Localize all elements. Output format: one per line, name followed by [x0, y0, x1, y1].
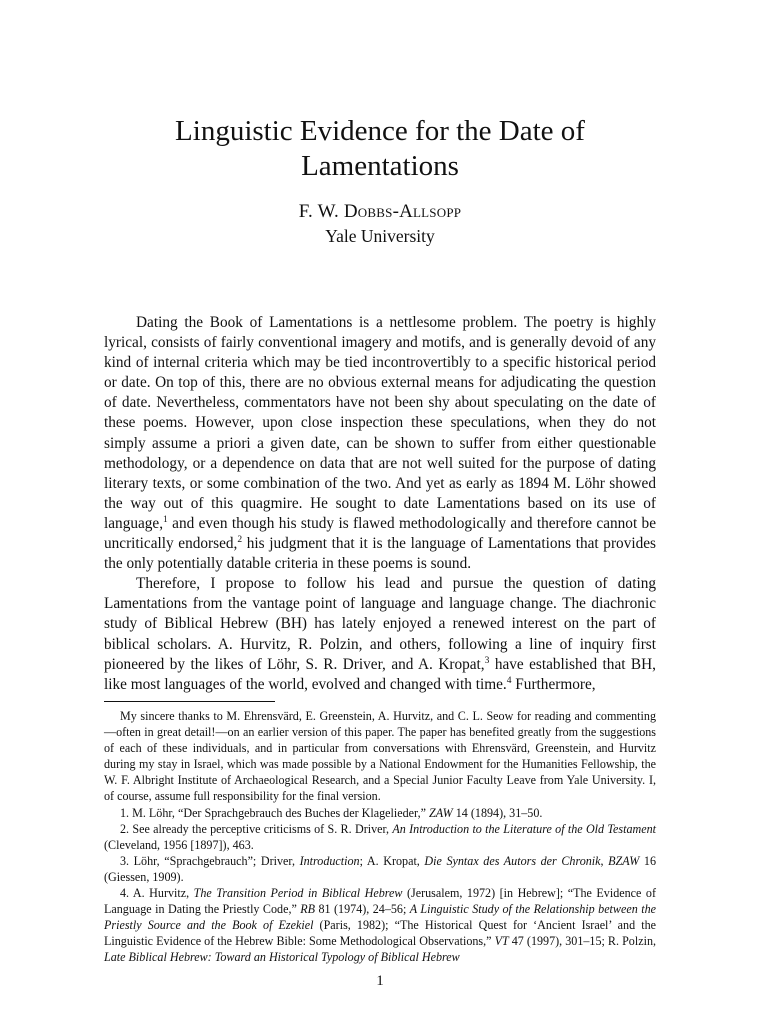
footnote-italic: A Linguistic Study of the Relationship between the Priestly Source and the Book of Ezekiel [104, 902, 656, 933]
footnote-separator [104, 701, 275, 702]
body-text-run: Therefore, I propose to follow his lead and pursue the question of dating Lamentations from the vantage point of language and language change. The diachronic study of Biblical Hebrew (BH) has lately enjoyed a renewed interest on the part of biblical scholars. A. Hurvitz, R. Polzin, and others, following a line of inquiry first pioneered by the likes of Löhr, S. R. Driver, and A. Kropat, [104, 575, 656, 673]
body-text-run: his judgment that it is the language of Lamentations that provides the only potentially datable criteria in these poems is sound. [104, 535, 656, 573]
footnote-italic: VT [494, 934, 509, 949]
footnote-italic: BZAW [608, 853, 640, 868]
footnote-italic: RB [300, 902, 316, 917]
body-text-run: Dating the Book of Lamentations is a nettlesome problem. The poetry is highly lyrical, consists of fairly conventional imagery and motifs, and is generally devoid of any kind of internal criteria which may be tied incontrovertibly to a specific historical period or date. On top of this, there are no obvious external means for adjudicating the question of date. Nevertheless, commentators have not been shy about speculating on the date of these poems. However, upon close inspection these speculations, when they do not simply assume a priori a given date, can be shown to suffer from either questionable methodology, or a dependence on data that are not well suited for the purpose of dating literary texts, or some combination of the two. And yet as early as 1894 M. Löhr showed the way out of this quagmire. He sought to date Lamentations based on its use of language, [104, 314, 656, 532]
footnote-4 [104, 885, 656, 965]
page-number: 1 [376, 973, 384, 989]
footnote-text: (Jerusalem, 1972) [in Hebrew]; “The Evidence of Language in Dating the Priestly Code,” [104, 886, 656, 917]
footnote-text: (Paris, 1982); “The Historical Quest for ‘Ancient Israel’ and the Linguistic Evidence of the Hebrew Bible: Some Methodological Observations,” [104, 918, 656, 949]
footnote-2 [104, 821, 656, 853]
footnote-text: 47 (1997), 301–15; R. Polzin, [508, 934, 657, 949]
footnote-text: 14 (1894), 31–50. [452, 805, 543, 820]
footnote-text: ; A. Kropat, [359, 853, 425, 868]
footnotes [104, 708, 656, 966]
footnote-3 [104, 853, 656, 885]
author-initials: F. W. [298, 201, 344, 222]
footnote-text: 4. A. Hurvitz, [120, 886, 194, 901]
footnote-text: , [600, 853, 609, 868]
footnote-italic: An Introduction to the Literature of the Old Testament [392, 821, 656, 836]
body-text-run: and even though his study is flawed methodologically and therefore cannot be uncritically endorsed, [104, 514, 656, 553]
footnote-text: 2. See already the perceptive criticisms of S. R. Driver, [120, 821, 393, 836]
author-surname: Dobbs-Allsopp [343, 201, 462, 222]
body-text [104, 313, 656, 695]
author-affiliation: Yale University [325, 226, 435, 246]
article-title: Linguistic Evidence for the Date of Lamentations [175, 115, 585, 182]
footnote-text: 1. M. Löhr, “Der Sprachgebrauch des Buches der Klagelieder,” [120, 805, 429, 820]
author-name [104, 200, 656, 224]
footnote-acknowledgment: My sincere thanks to M. Ehrensvärd, E. Greenstein, A. Hurvitz, and C. L. Seow for reading and commenting—often in great detail!—on an earlier version of this paper. The paper has benefited greatly from the suggestions of each of these individuals, and in particular from conversations with Ehrensvärd, Greenstein, and Hurvitz during my stay in Israel, which was made possible by a National Endowment for the Humanities Fellowship, the W. F. Albright Institute of Archaeological Research, and a Special Junior Faculty Leave from Yale University. I, of course, assume full responsibility for the final version. [104, 709, 656, 804]
footnote-1 [104, 805, 656, 821]
footnote-italic: Introduction [299, 853, 360, 868]
footnote-italic: The Transition Period in Biblical Hebrew [193, 886, 403, 901]
footnote-italic: Late Biblical Hebrew: Toward an Historical Typology of Biblical Hebrew [104, 950, 460, 965]
footnote-ref-2[interactable]: 2 [237, 535, 243, 546]
body-paragraph-1 [104, 313, 656, 574]
footnote-italic: Die Syntax des Autors der Chronik [424, 853, 601, 868]
footnote-text: 16 (Giessen, 1909). [104, 853, 656, 884]
footnote-ref-3[interactable]: 3 [484, 655, 490, 666]
footnote-ref-4[interactable]: 4 [506, 675, 512, 686]
body-text-run: Furthermore, [511, 675, 596, 693]
footnote-text: 3. Löhr, “Sprachgebrauch”; Driver, [120, 853, 300, 868]
footnote-italic: ZAW [428, 805, 453, 820]
footnote-text: 81 (1974), 24–56; [315, 902, 410, 917]
footnote-text: (Cleveland, 1956 [1897]), 463. [104, 837, 254, 852]
footnote-ref-1[interactable]: 1 [163, 514, 168, 525]
body-text-run: have established that BH, like most languages of the world, evolved and changed with time. [104, 655, 656, 693]
body-paragraph-2 [104, 574, 656, 695]
